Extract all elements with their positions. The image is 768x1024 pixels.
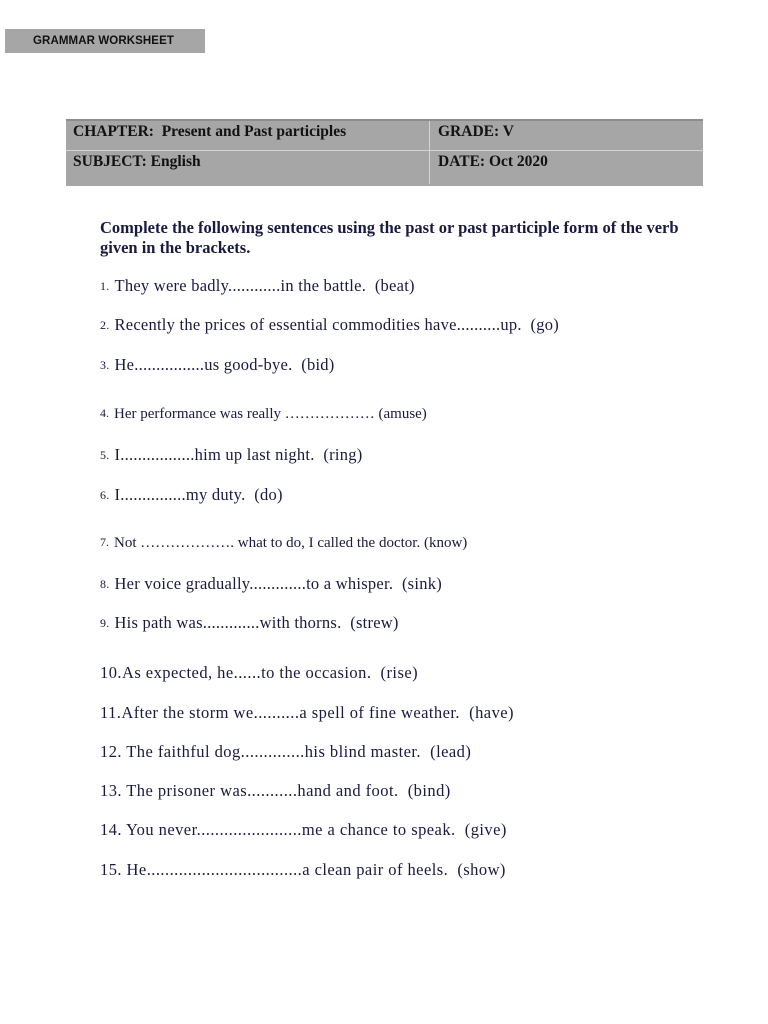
question-text: Her performance was really ……………… (amuse): [114, 406, 427, 422]
question-14: [100, 820, 507, 840]
question-number: 6.: [100, 488, 110, 502]
question-11: [100, 703, 514, 723]
question-text: Recently the prices of essential commodities have..........up. (go): [114, 315, 560, 334]
question-text: Her voice gradually.............to a whisper. (sink): [114, 574, 442, 593]
question-text: They were badly............in the battle. (beat): [114, 276, 415, 295]
question-number: 12.: [100, 742, 122, 761]
table-row-divider: [66, 150, 703, 151]
question-text: He..................................a clean pair of heels. (show): [121, 860, 506, 879]
question-15: [100, 860, 506, 880]
question-text: After the storm we..........a spell of fine weather. (have): [121, 703, 514, 722]
question-number: 2.: [100, 318, 110, 332]
question-text: I...............my duty. (do): [114, 485, 283, 504]
question-number: 9.: [100, 616, 110, 630]
question-1: [100, 276, 415, 296]
question-number: 11.: [100, 703, 122, 722]
worksheet-label: GRAMMAR WORKSHEET: [5, 29, 205, 53]
question-number: 5.: [100, 448, 110, 462]
question-number: 1.: [100, 279, 110, 293]
question-number: 8.: [100, 577, 110, 591]
instructions: Complete the following sentences using the past or past participle form of the verb given in the brackets.: [100, 218, 679, 257]
question-number: 10.: [100, 663, 122, 682]
date-cell: DATE: Oct 2020: [438, 153, 548, 170]
question-text: The faithful dog..............his blind master. (lead): [121, 742, 472, 761]
question-3: [100, 355, 335, 375]
question-text: Not ………………. what to do, I called the doctor. (know): [114, 535, 468, 551]
question-number: 14.: [100, 820, 122, 839]
question-text: The prisoner was...........hand and foot. (bind): [121, 781, 451, 800]
question-9: [100, 613, 399, 633]
question-12: [100, 742, 471, 762]
question-8: [100, 574, 442, 594]
question-number: 3.: [100, 358, 110, 372]
chapter-cell: CHAPTER: Present and Past participles: [73, 123, 347, 140]
question-number: 15.: [100, 860, 122, 879]
question-6: [100, 485, 283, 505]
question-4: [100, 406, 427, 423]
question-text: I.................him up last night. (ring): [114, 445, 363, 464]
question-text: You never.......................me a chance to speak. (give): [121, 820, 507, 839]
grade-cell: GRADE: V: [438, 123, 514, 140]
question-number: 4.: [100, 406, 109, 420]
table-column-divider: [429, 121, 430, 184]
question-number: 7.: [100, 535, 109, 549]
question-13: [100, 781, 451, 801]
question-text: As expected, he......to the occasion. (rise): [121, 663, 419, 682]
question-2: [100, 315, 559, 335]
question-7: [100, 535, 467, 552]
question-10: [100, 663, 418, 683]
question-text: He................us good-bye. (bid): [114, 355, 335, 374]
info-table: [66, 119, 703, 186]
subject-cell: SUBJECT: English: [73, 153, 201, 170]
question-5: [100, 445, 362, 465]
question-text: His path was.............with thorns. (strew): [114, 613, 399, 632]
question-number: 13.: [100, 781, 122, 800]
